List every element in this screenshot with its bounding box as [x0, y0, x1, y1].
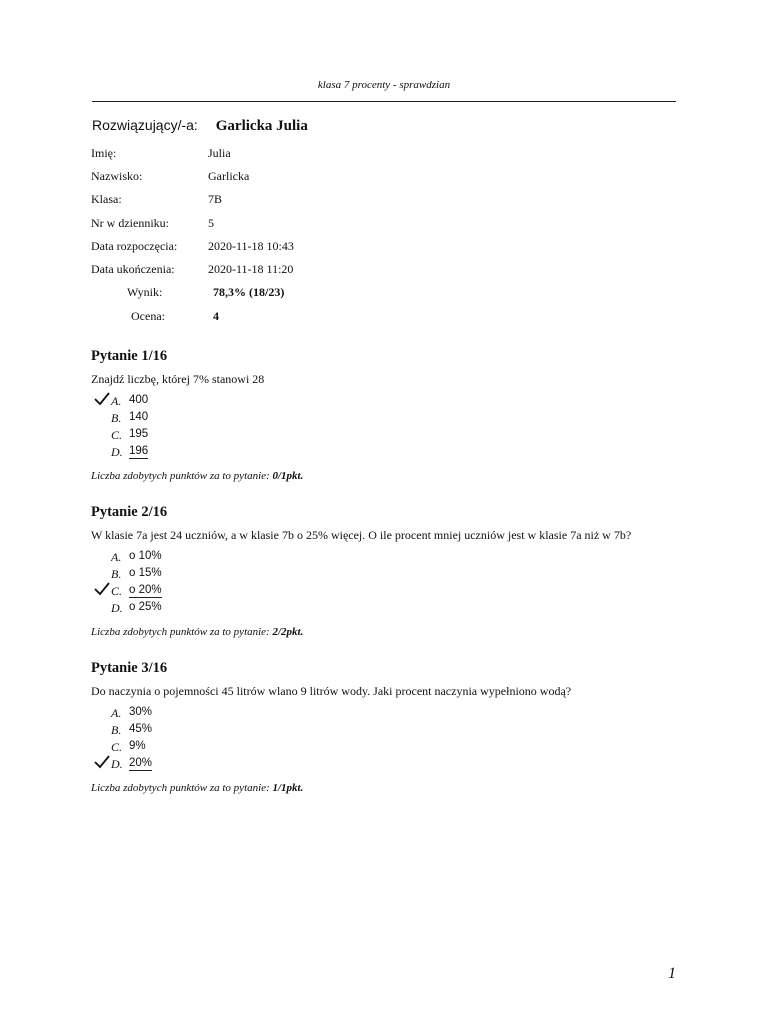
answer-letter: D.: [111, 757, 123, 771]
info-value: 7B: [208, 192, 223, 207]
info-row: [91, 146, 294, 169]
grade-value: 4: [213, 309, 219, 323]
answer-value-chosen: 196: [129, 445, 149, 457]
solver-name: Garlicka Julia: [215, 118, 308, 134]
answer-list: [91, 394, 691, 462]
answer-value: o 10%: [129, 550, 162, 562]
answer-option: [91, 757, 691, 774]
document-header: klasa 7 procenty - sprawdzian: [317, 79, 451, 91]
check-icon: [94, 392, 110, 406]
info-key: Data ukończenia:: [91, 261, 175, 276]
points-value: 1/1pkt.: [272, 782, 304, 794]
student-info: [91, 146, 294, 285]
question-title: Pytanie 2/16: [91, 504, 168, 520]
info-key: Nazwisko:: [91, 169, 143, 184]
info-value: Julia: [208, 146, 231, 160]
info-value: 2020-11-18 10:43: [208, 238, 294, 253]
points-label: Liczba zdobytych punktów za to pytanie:: [91, 626, 270, 638]
answer-value: o 15%: [129, 567, 162, 579]
points-line: [91, 626, 691, 638]
points-line: [91, 470, 691, 482]
points-value: 2/2pkt.: [272, 626, 304, 638]
answer-option: [91, 394, 691, 411]
answer-option: [91, 584, 691, 601]
answer-letter: A.: [111, 394, 122, 408]
answer-value: 400: [129, 394, 149, 406]
points-label: Liczba zdobytych punktów za to pytanie:: [91, 470, 270, 482]
answer-letter: C.: [111, 428, 123, 442]
question-3: [91, 660, 691, 794]
answer-value: 195: [129, 428, 149, 440]
info-row: [91, 192, 294, 215]
answer-value: 45%: [129, 723, 153, 735]
answer-list: [91, 706, 691, 774]
question-2: [91, 504, 691, 638]
check-icon: [94, 755, 110, 769]
info-row: [91, 169, 294, 192]
answer-value: 9%: [129, 740, 146, 752]
answer-value: 140: [129, 411, 149, 423]
answer-value-chosen: o 20%: [129, 584, 162, 596]
question-text: Do naczynia o pojemności 45 litrów wlano 9 litrów wody. Jaki procent naczynia wypełniono wodą?: [91, 684, 572, 698]
info-key: Imię:: [91, 146, 117, 160]
answer-letter: D.: [111, 601, 123, 615]
answer-value: o 25%: [129, 601, 162, 613]
answer-letter: C.: [111, 740, 123, 754]
question-title: Pytanie 1/16: [91, 348, 168, 364]
answer-value: 30%: [129, 706, 153, 718]
info-key: Klasa:: [91, 192, 122, 207]
info-value: 5: [208, 215, 214, 230]
score-value: 78,3% (18/23): [213, 285, 285, 299]
info-row: [91, 216, 294, 239]
answer-letter: D.: [111, 445, 123, 459]
answer-option: [91, 550, 691, 567]
info-key: Data rozpoczęcia:: [91, 238, 178, 253]
answer-value-chosen: 20%: [129, 757, 153, 769]
question-title: Pytanie 3/16: [91, 660, 168, 676]
info-value: Garlicka: [208, 169, 250, 184]
answer-option: [91, 445, 691, 462]
page-number: 1: [668, 965, 676, 982]
header-divider: [92, 101, 676, 102]
solver-label: Rozwiązujący/-a:: [92, 117, 198, 133]
answer-letter: A.: [111, 550, 122, 564]
score-label: Wynik:: [127, 285, 163, 299]
solver-line: [92, 117, 308, 135]
answer-letter: B.: [111, 723, 122, 737]
answer-option: [91, 428, 691, 445]
answer-option: [91, 740, 691, 757]
points-value: 0/1pkt.: [272, 470, 304, 482]
points-label: Liczba zdobytych punktów za to pytanie:: [91, 782, 270, 794]
answer-letter: B.: [111, 567, 122, 581]
answer-option: [91, 601, 691, 618]
question-text: Znajdź liczbę, której 7% stanowi 28: [91, 372, 265, 386]
grade-label: Ocena:: [131, 309, 165, 323]
answer-option: [91, 723, 691, 740]
grade-row: [0, 309, 400, 333]
result-block: [0, 285, 400, 333]
info-row: [91, 239, 294, 262]
score-row: [0, 285, 400, 309]
answer-option: [91, 411, 691, 428]
answer-letter: B.: [111, 411, 122, 425]
check-icon: [94, 582, 110, 596]
info-key: Nr w dzienniku:: [91, 215, 169, 230]
answer-option: [91, 706, 691, 723]
info-value: 2020-11-18 11:20: [208, 261, 294, 276]
question-text: W klasie 7a jest 24 uczniów, a w klasie 7b o 25% więcej. O ile procent mniej uczniów jest w klasie 7a niż w 7b?: [91, 528, 632, 542]
answer-option: [91, 567, 691, 584]
answer-letter: A.: [111, 706, 122, 720]
question-1: [91, 348, 691, 482]
answer-letter: C.: [111, 584, 123, 598]
info-row: [91, 262, 294, 285]
answer-list: [91, 550, 691, 618]
points-line: [91, 782, 691, 794]
